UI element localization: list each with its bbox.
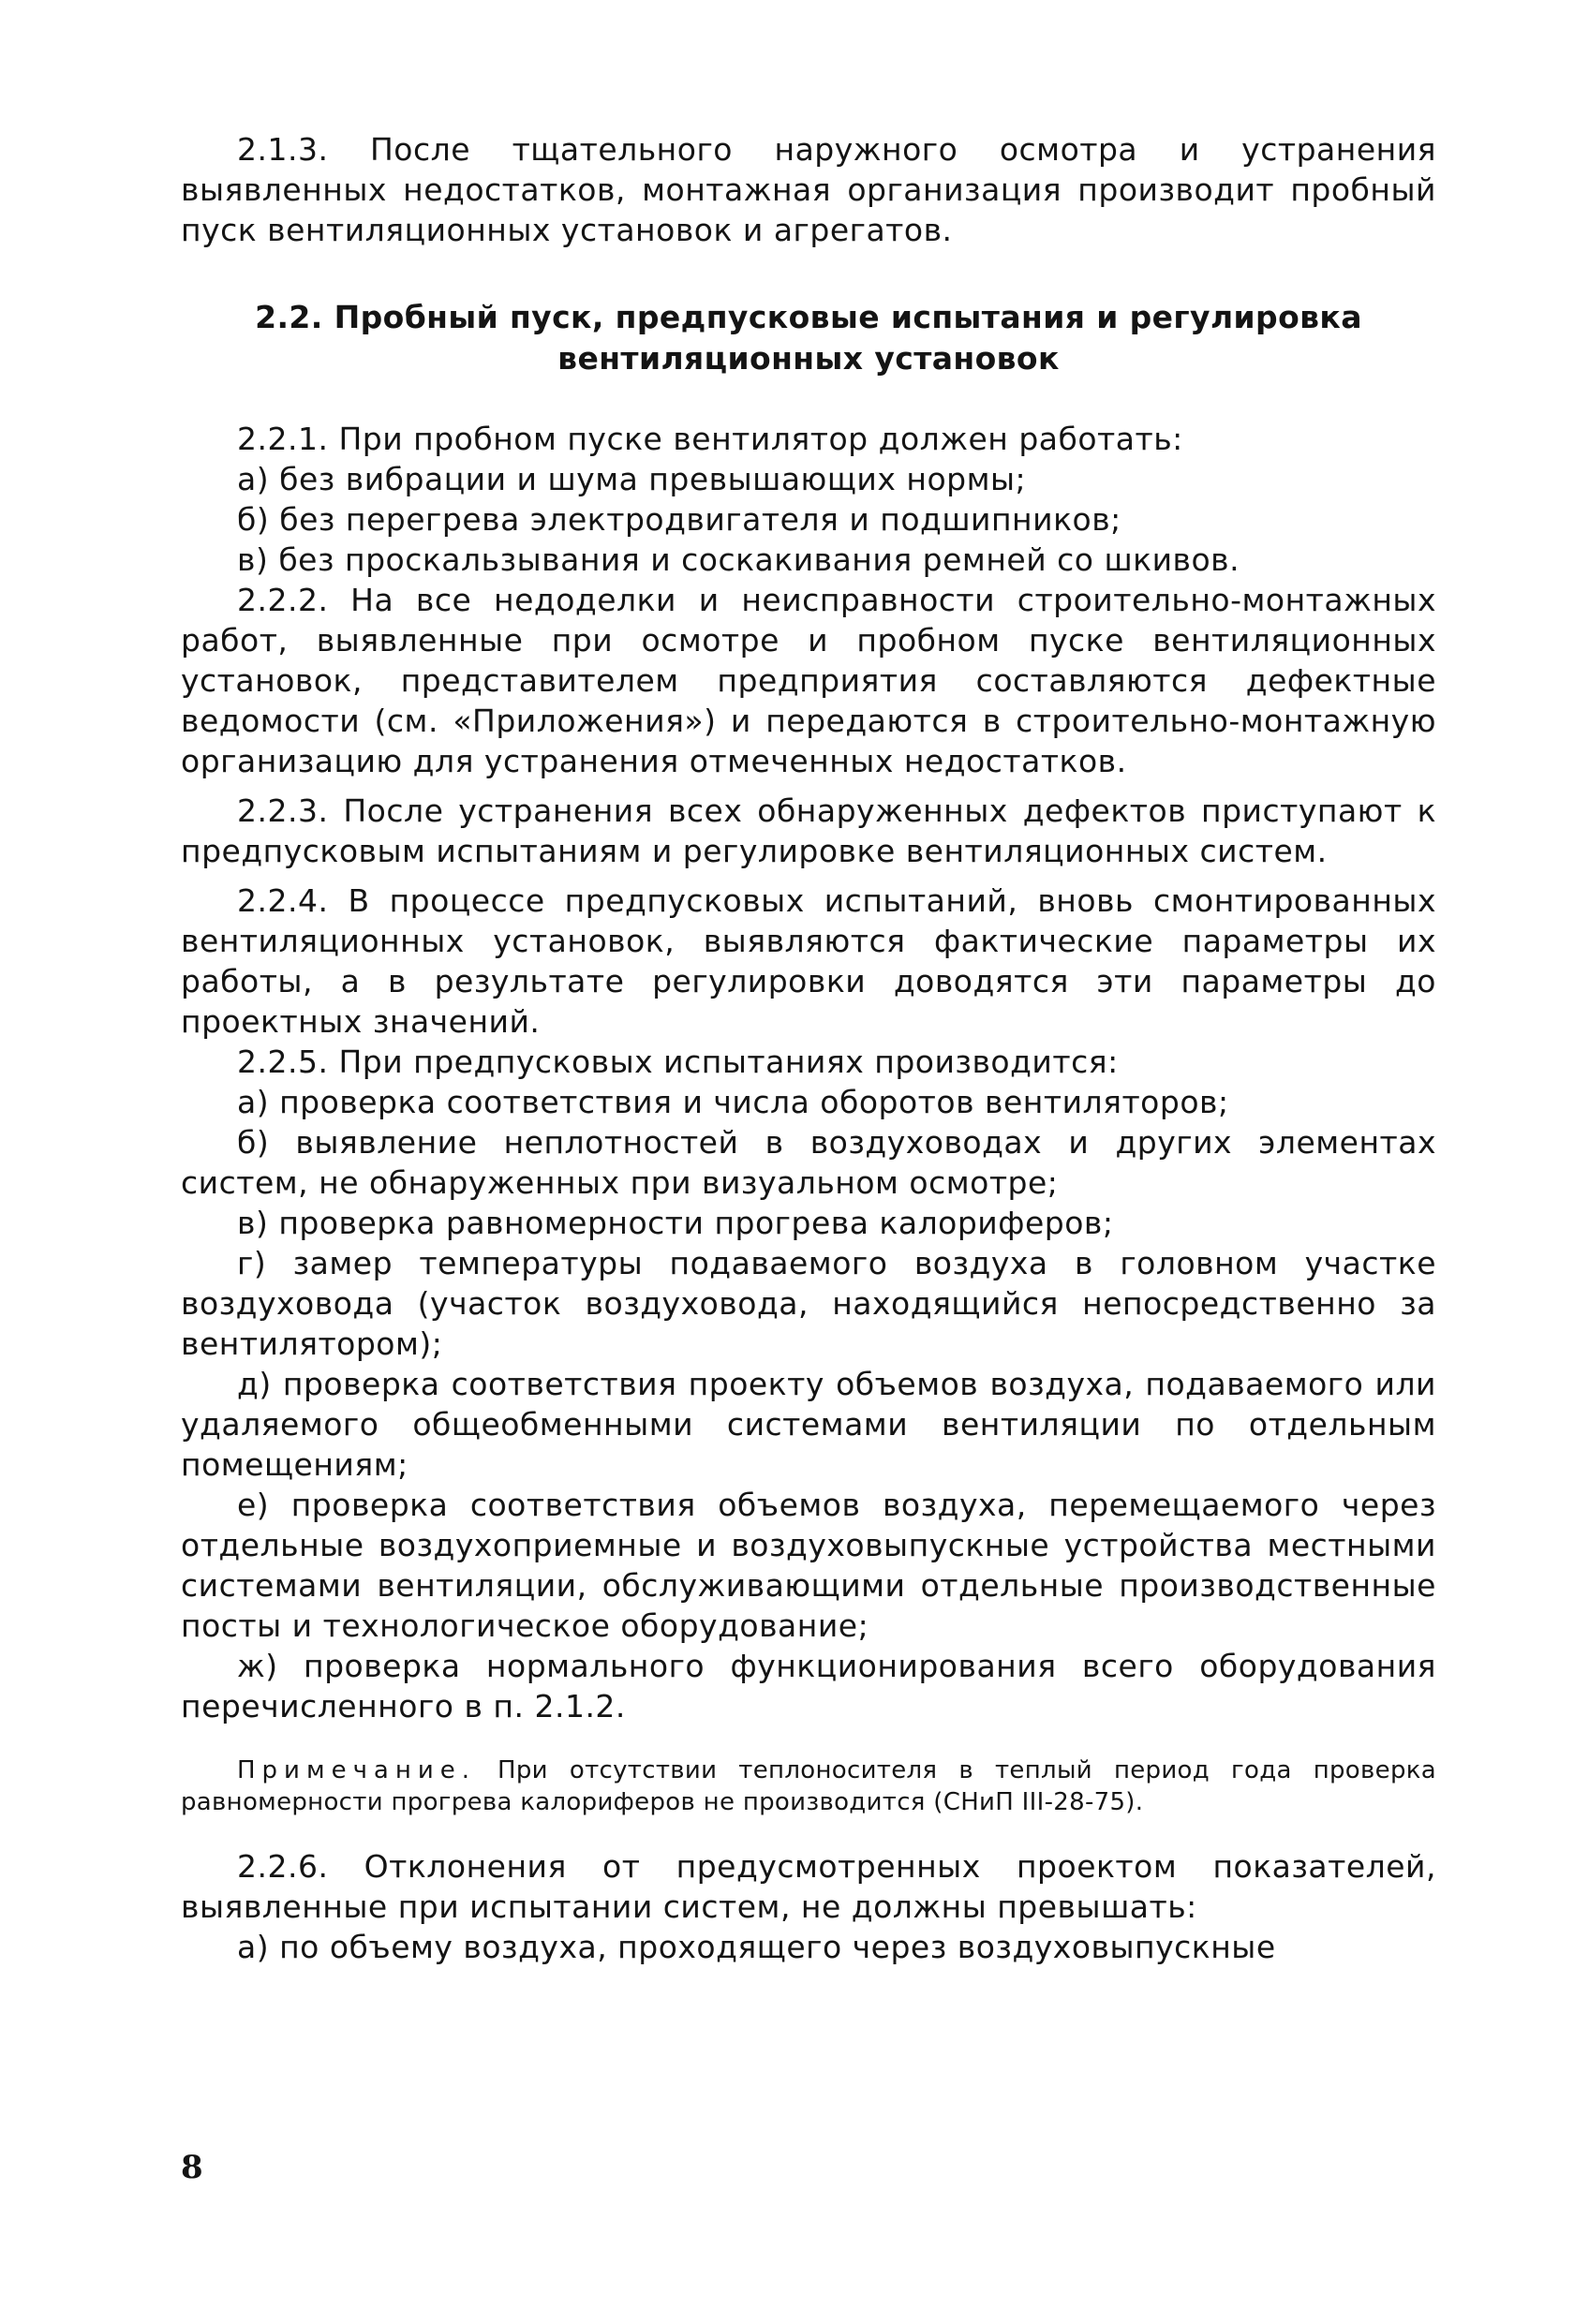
paragraph-2-2-3: 2.2.3. После устранения всех обнаруженных дефектов приступают к предпусковым испытаниям и регулировке вентиляционных систем. — [181, 792, 1436, 869]
section-heading-2-2 — [181, 297, 1436, 379]
heading-line-1: 2.2. Пробный пуск, предпусковые испытания и регулировка — [255, 299, 1362, 335]
page-number: 8 — [181, 2149, 203, 2186]
document-page — [181, 129, 1436, 1967]
list-item-2-2-1-v: в) без проскальзывания и соскакивания ремней со шкивов. — [237, 541, 1240, 578]
list-item-2-2-6-a: а) по объему воздуха, проходящего через воздуховыпускные — [237, 1929, 1276, 1965]
heading-line-2: вентиляционных установок — [557, 340, 1060, 377]
list-item-2-2-1-a: а) без вибрации и шума превышающих нормы; — [237, 461, 1027, 497]
list-item-2-2-5-b: б) выявление неплотностей в воздуховодах и других элементах систем, не обнаруженных при визуальном осмотре; — [181, 1124, 1436, 1201]
list-item-2-2-5-d: д) проверка соответствия проекту объемов воздуха, подаваемого или удаляемого общеобменными системами вентиляции по отдельным помещениям; — [181, 1366, 1436, 1483]
note-text: При отсутствии теплоносителя в теплый период года проверка равномерности прогрева калориферов не производится (СНиП III-28-75). — [181, 1756, 1436, 1816]
paragraph-2-2-1-intro: 2.2.1. При пробном пуске вентилятор должен работать: — [237, 421, 1183, 457]
list-item-2-2-5-e: е) проверка соответствия объемов воздуха, перемещаемого через отдельные воздухоприемные и воздуховыпускные устройства местными системами вентиляции, обслуживающими отдельные производственные посты и технологическое оборудование; — [181, 1487, 1436, 1644]
list-item-2-2-5-v: в) проверка равномерности прогрева калориферов; — [237, 1205, 1114, 1241]
note-label: Примечание. — [237, 1756, 477, 1784]
paragraph-2-2-6-intro: 2.2.6. Отклонения от предусмотренных проектом показателей, выявленные при испытании систем, не должны превышать: — [181, 1848, 1436, 1925]
note — [181, 1754, 1436, 1818]
paragraph-2-2-4: 2.2.4. В процессе предпусковых испытаний, вновь смонтированных вентиляционных установок, выявляются фактические параметры их работы, а в результате регулировки доводятся эти параметры до проектных значений. — [181, 882, 1436, 1040]
paragraph-2-1-3: 2.1.3. После тщательного наружного осмотра и устранения выявленных недостатков, монтажная организация производит пробный пуск вентиляционных установок и агрегатов. — [181, 131, 1436, 248]
paragraph-2-2-2: 2.2.2. На все недоделки и неисправности строительно-монтажных работ, выявленные при осмотре и пробном пуске вентиляционных установок, представителем предприятия составляются дефектные ведомости (см. «Приложения») и передаются в строительно-монтажную организацию для устранения отмеченных недостатков. — [181, 582, 1436, 779]
list-item-2-2-5-g: г) замер температуры подаваемого воздуха в головном участке воздуховода (участок воздуховода, находящийся непосредственно за вентилятором); — [181, 1245, 1436, 1362]
list-item-2-2-5-a: а) проверка соответствия и числа оборотов вентиляторов; — [237, 1084, 1229, 1120]
list-item-2-2-5-zh: ж) проверка нормального функционирования всего оборудования перечисленного в п. 2.1.2. — [181, 1648, 1436, 1724]
paragraph-2-2-5-intro: 2.2.5. При предпусковых испытаниях производится: — [237, 1044, 1119, 1080]
list-item-2-2-1-b: б) без перегрева электродвигателя и подшипников; — [237, 501, 1121, 538]
